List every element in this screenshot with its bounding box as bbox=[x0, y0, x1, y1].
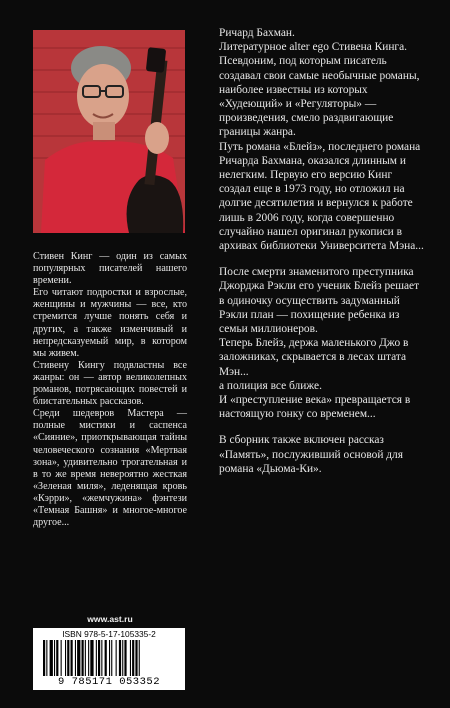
author-photo bbox=[33, 30, 185, 233]
barcode-digits: 9 785171 053352 bbox=[57, 676, 160, 688]
right-paragraph: Теперь Блейз, держа маленького Джо в заложниках, скрывается в лесах штата Мэн... bbox=[219, 337, 409, 378]
left-description bbox=[33, 251, 187, 529]
barcode-icon bbox=[43, 640, 175, 676]
right-paragraph: Путь романа «Блейз», последнего романа Ричарда Бахмана, оказался длинным и нелегким. Первую его версию Кинг создал еще в 1973 году, но отложил на долгие десятилетия и вернулся к работе лишь в 2006 году, когда совершенно случайно нашел оригинал рукописи в архивах библиотеки Университета Мэна... bbox=[219, 140, 424, 253]
publisher-website: www.ast.ru bbox=[87, 614, 133, 624]
left-paragraph: Его читают подростки и взрослые, женщины и мужчины — все, кто стремится лучше понять себя и других, а также изменчивый и непредсказуемый мир, в котором мы живем. bbox=[33, 287, 187, 359]
barcode-block bbox=[33, 628, 185, 690]
right-paragraph: В сборник также включен рассказ «Память», послуживший основой для романа «Дьюма-Ки». bbox=[219, 434, 403, 475]
right-paragraph: После смерти знаменитого преступника Джорджа Рэкли его ученик Блейз решает в одиночку осуществить задуманный Рэкли план — похищение ребенка из семьи миллионеров. bbox=[219, 266, 420, 336]
left-paragraph: Среди шедевров Мастера — полные мистики и саспенса «Сияние», приоткрывающая тайны человеческого сознания «Мертвая зона», удивительно трогательная и в то же время невероятно жесткая «Зеленая миля», леденящая кровь «Кэрри», «жемчужина» фэнтези «Темная Башня» и многое-многое другое... bbox=[33, 408, 187, 529]
left-paragraph: Стивен Кинг — один из самых популярных писателей нашего времени. bbox=[33, 251, 187, 287]
right-paragraph: И «преступление века» превращается в настоящую гонку со временем... bbox=[219, 394, 411, 421]
right-paragraph: Ричард Бахман. bbox=[219, 27, 295, 39]
right-paragraph: а полиция все ближе. bbox=[219, 379, 322, 392]
author-portrait-icon bbox=[33, 30, 185, 233]
right-description bbox=[219, 26, 425, 476]
right-paragraph: Литературное alter ego Стивена Кинга. Псевдоним, под которым писатель создавал свои самые необычные романы, наиболее известны из которых «Худеющий» и «Регуляторы» — произведения, смело раздвигающие границы жанра. bbox=[219, 41, 420, 139]
isbn-label: ISBN 978-5-17-105335-2 bbox=[62, 629, 156, 639]
left-paragraph: Стивену Кингу подвластны все жанры: он — автор великолепных романов, потрясающих повестей и блистательных рассказов. bbox=[33, 359, 187, 408]
